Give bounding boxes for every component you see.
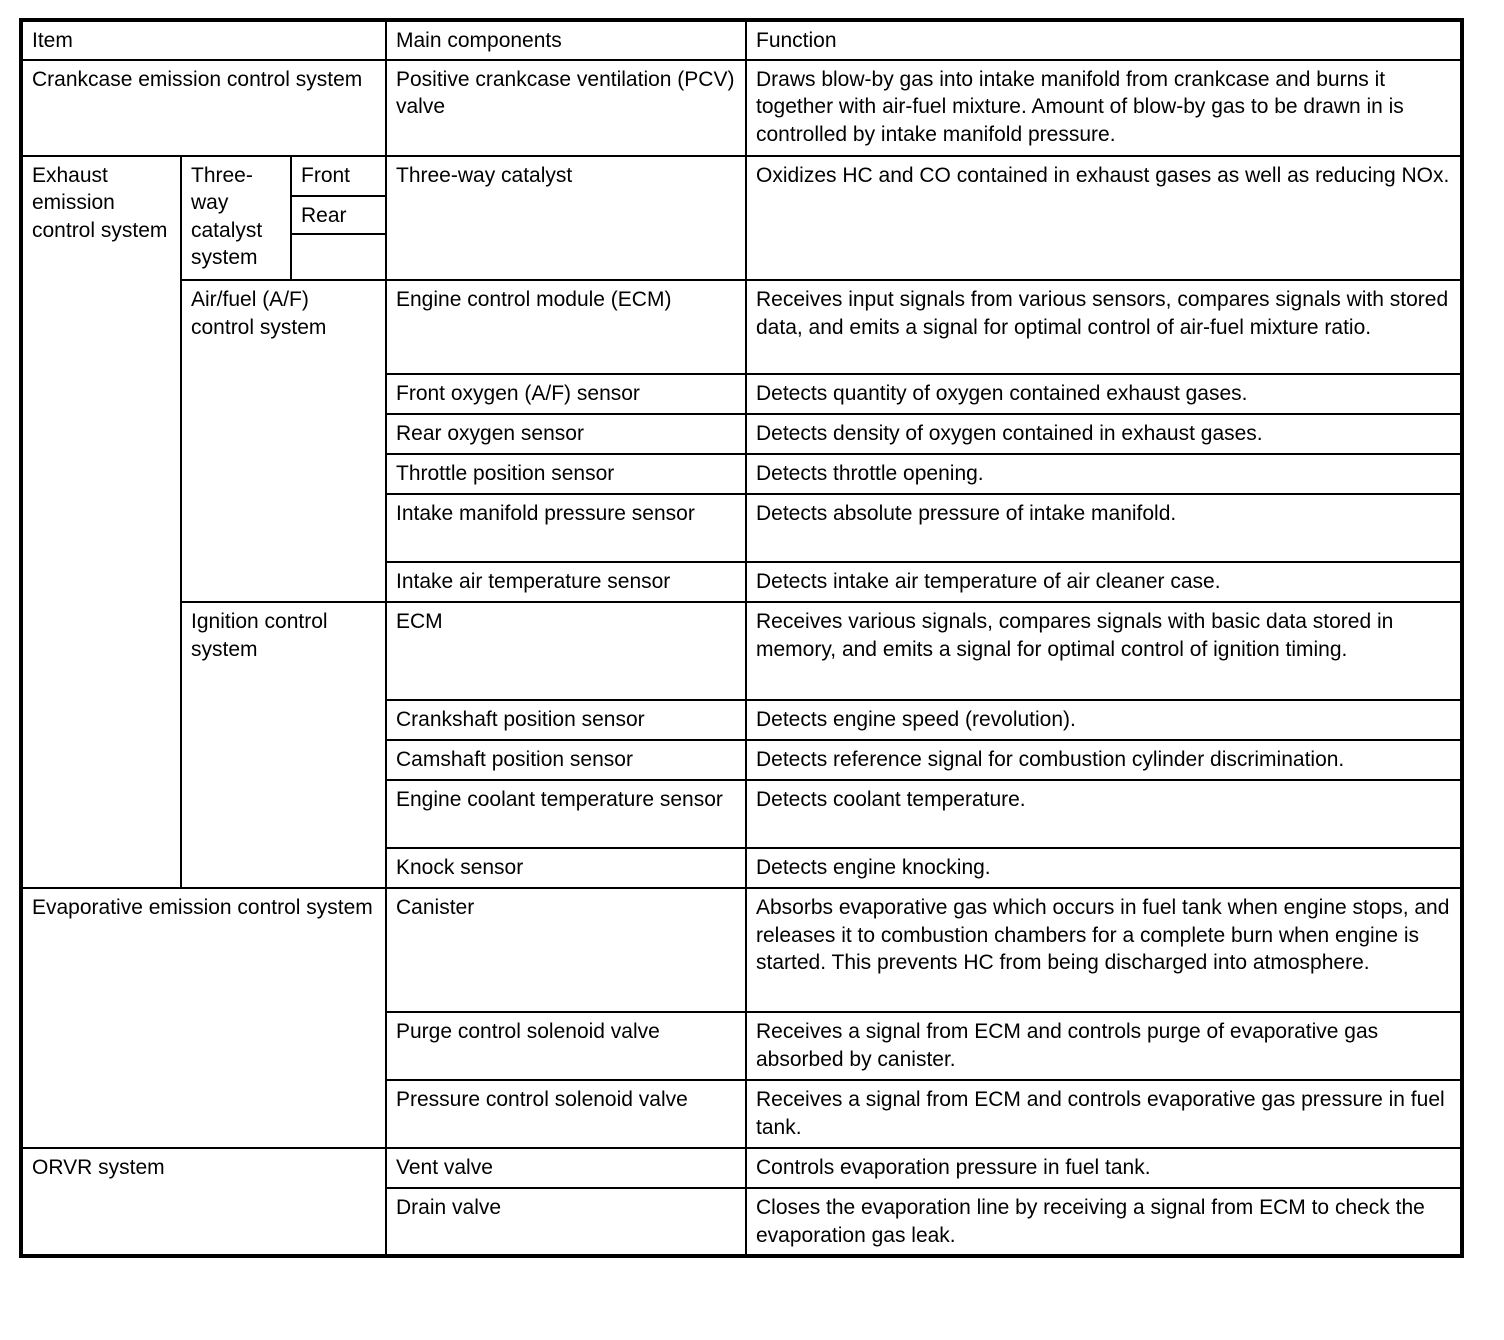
component-af-ecm: Engine control module (ECM) xyxy=(386,280,746,374)
function-pressure-control-solenoid-valve: Receives a signal from ECM and controls evaporative gas pressure in fuel tank. xyxy=(746,1080,1462,1148)
component-drain-valve: Drain valve xyxy=(386,1188,746,1256)
function-ignition-ecm: Receives various signals, compares signals with basic data stored in memory, and emits a signal for optimal control of ignition timing. xyxy=(746,602,1462,700)
item-af-control-system: Air/fuel (A/F) control system xyxy=(181,280,386,602)
component-vent-valve: Vent valve xyxy=(386,1148,746,1188)
item-orvr: ORVR system xyxy=(21,1148,386,1256)
function-pcv-valve: Draws blow-by gas into intake manifold from crankcase and burns it together with air-fuel mixture. Amount of blow-by gas to be drawn in is controlled by intake manifold pressure. xyxy=(746,60,1462,156)
component-engine-coolant-temperature-sensor: Engine coolant temperature sensor xyxy=(386,780,746,848)
function-three-way-catalyst: Oxidizes HC and CO contained in exhaust gases as well as reducing NOx. xyxy=(746,156,1462,280)
item-crankcase: Crankcase emission control system xyxy=(21,60,386,156)
component-intake-air-temperature-sensor: Intake air temperature sensor xyxy=(386,562,746,602)
function-purge-control-solenoid-valve: Receives a signal from ECM and controls purge of evaporative gas absorbed by canister. xyxy=(746,1012,1462,1080)
function-knock-sensor: Detects engine knocking. xyxy=(746,848,1462,888)
item-three-way-empty-cell xyxy=(291,234,386,280)
component-pcv-valve: Positive crankcase ventilation (PCV) valve xyxy=(386,60,746,156)
function-rear-oxygen-sensor: Detects density of oxygen contained in exhaust gases. xyxy=(746,414,1462,454)
function-throttle-position-sensor: Detects throttle opening. xyxy=(746,454,1462,494)
row-af-ecm xyxy=(21,280,1462,374)
function-camshaft-position-sensor: Detects reference signal for combustion cylinder discrimination. xyxy=(746,740,1462,780)
component-three-way-catalyst: Three-way catalyst xyxy=(386,156,746,280)
component-intake-manifold-pressure-sensor: Intake manifold pressure sensor xyxy=(386,494,746,562)
component-camshaft-position-sensor: Camshaft position sensor xyxy=(386,740,746,780)
row-vent-valve xyxy=(21,1148,1462,1188)
function-crankshaft-position-sensor: Detects engine speed (revolution). xyxy=(746,700,1462,740)
function-intake-manifold-pressure-sensor: Detects absolute pressure of intake manifold. xyxy=(746,494,1462,562)
function-engine-coolant-temperature-sensor: Detects coolant temperature. xyxy=(746,780,1462,848)
component-canister: Canister xyxy=(386,888,746,1012)
item-exhaust: Exhaust emission control system xyxy=(21,156,181,888)
function-vent-valve: Controls evaporation pressure in fuel tank. xyxy=(746,1148,1462,1188)
row-crankcase-pcv xyxy=(21,60,1462,156)
row-canister xyxy=(21,888,1462,1012)
item-three-way-rear: Rear xyxy=(291,196,386,234)
function-front-oxygen-sensor: Detects quantity of oxygen contained exhaust gases. xyxy=(746,374,1462,414)
header-function: Function xyxy=(746,20,1462,60)
row-three-way-front xyxy=(21,156,1462,196)
function-intake-air-temperature-sensor: Detects intake air temperature of air cleaner case. xyxy=(746,562,1462,602)
row-ignition-ecm xyxy=(21,602,1462,700)
item-three-way-front: Front xyxy=(291,156,386,196)
component-knock-sensor: Knock sensor xyxy=(386,848,746,888)
component-throttle-position-sensor: Throttle position sensor xyxy=(386,454,746,494)
function-canister: Absorbs evaporative gas which occurs in fuel tank when engine stops, and releases it to combustion chambers for a complete burn when engine is started. This prevents HC from being discharged into atmosphere. xyxy=(746,888,1462,1012)
item-ignition-control-system: Ignition control system xyxy=(181,602,386,888)
component-ignition-ecm: ECM xyxy=(386,602,746,700)
function-af-ecm: Receives input signals from various sensors, compares signals with stored data, and emits a signal for optimal control of air-fuel mixture ratio. xyxy=(746,280,1462,374)
header-item: Item xyxy=(21,20,386,60)
item-three-way-catalyst-system: Three-way catalyst system xyxy=(181,156,291,280)
component-purge-control-solenoid-valve: Purge control solenoid valve xyxy=(386,1012,746,1080)
header-row xyxy=(21,20,1462,60)
component-rear-oxygen-sensor: Rear oxygen sensor xyxy=(386,414,746,454)
header-main-components: Main components xyxy=(386,20,746,60)
component-crankshaft-position-sensor: Crankshaft position sensor xyxy=(386,700,746,740)
emission-control-systems-table xyxy=(19,18,1464,1258)
function-drain-valve: Closes the evaporation line by receiving a signal from ECM to check the evaporation gas leak. xyxy=(746,1188,1462,1256)
component-front-oxygen-sensor: Front oxygen (A/F) sensor xyxy=(386,374,746,414)
component-pressure-control-solenoid-valve: Pressure control solenoid valve xyxy=(386,1080,746,1148)
item-evaporative: Evaporative emission control system xyxy=(21,888,386,1148)
